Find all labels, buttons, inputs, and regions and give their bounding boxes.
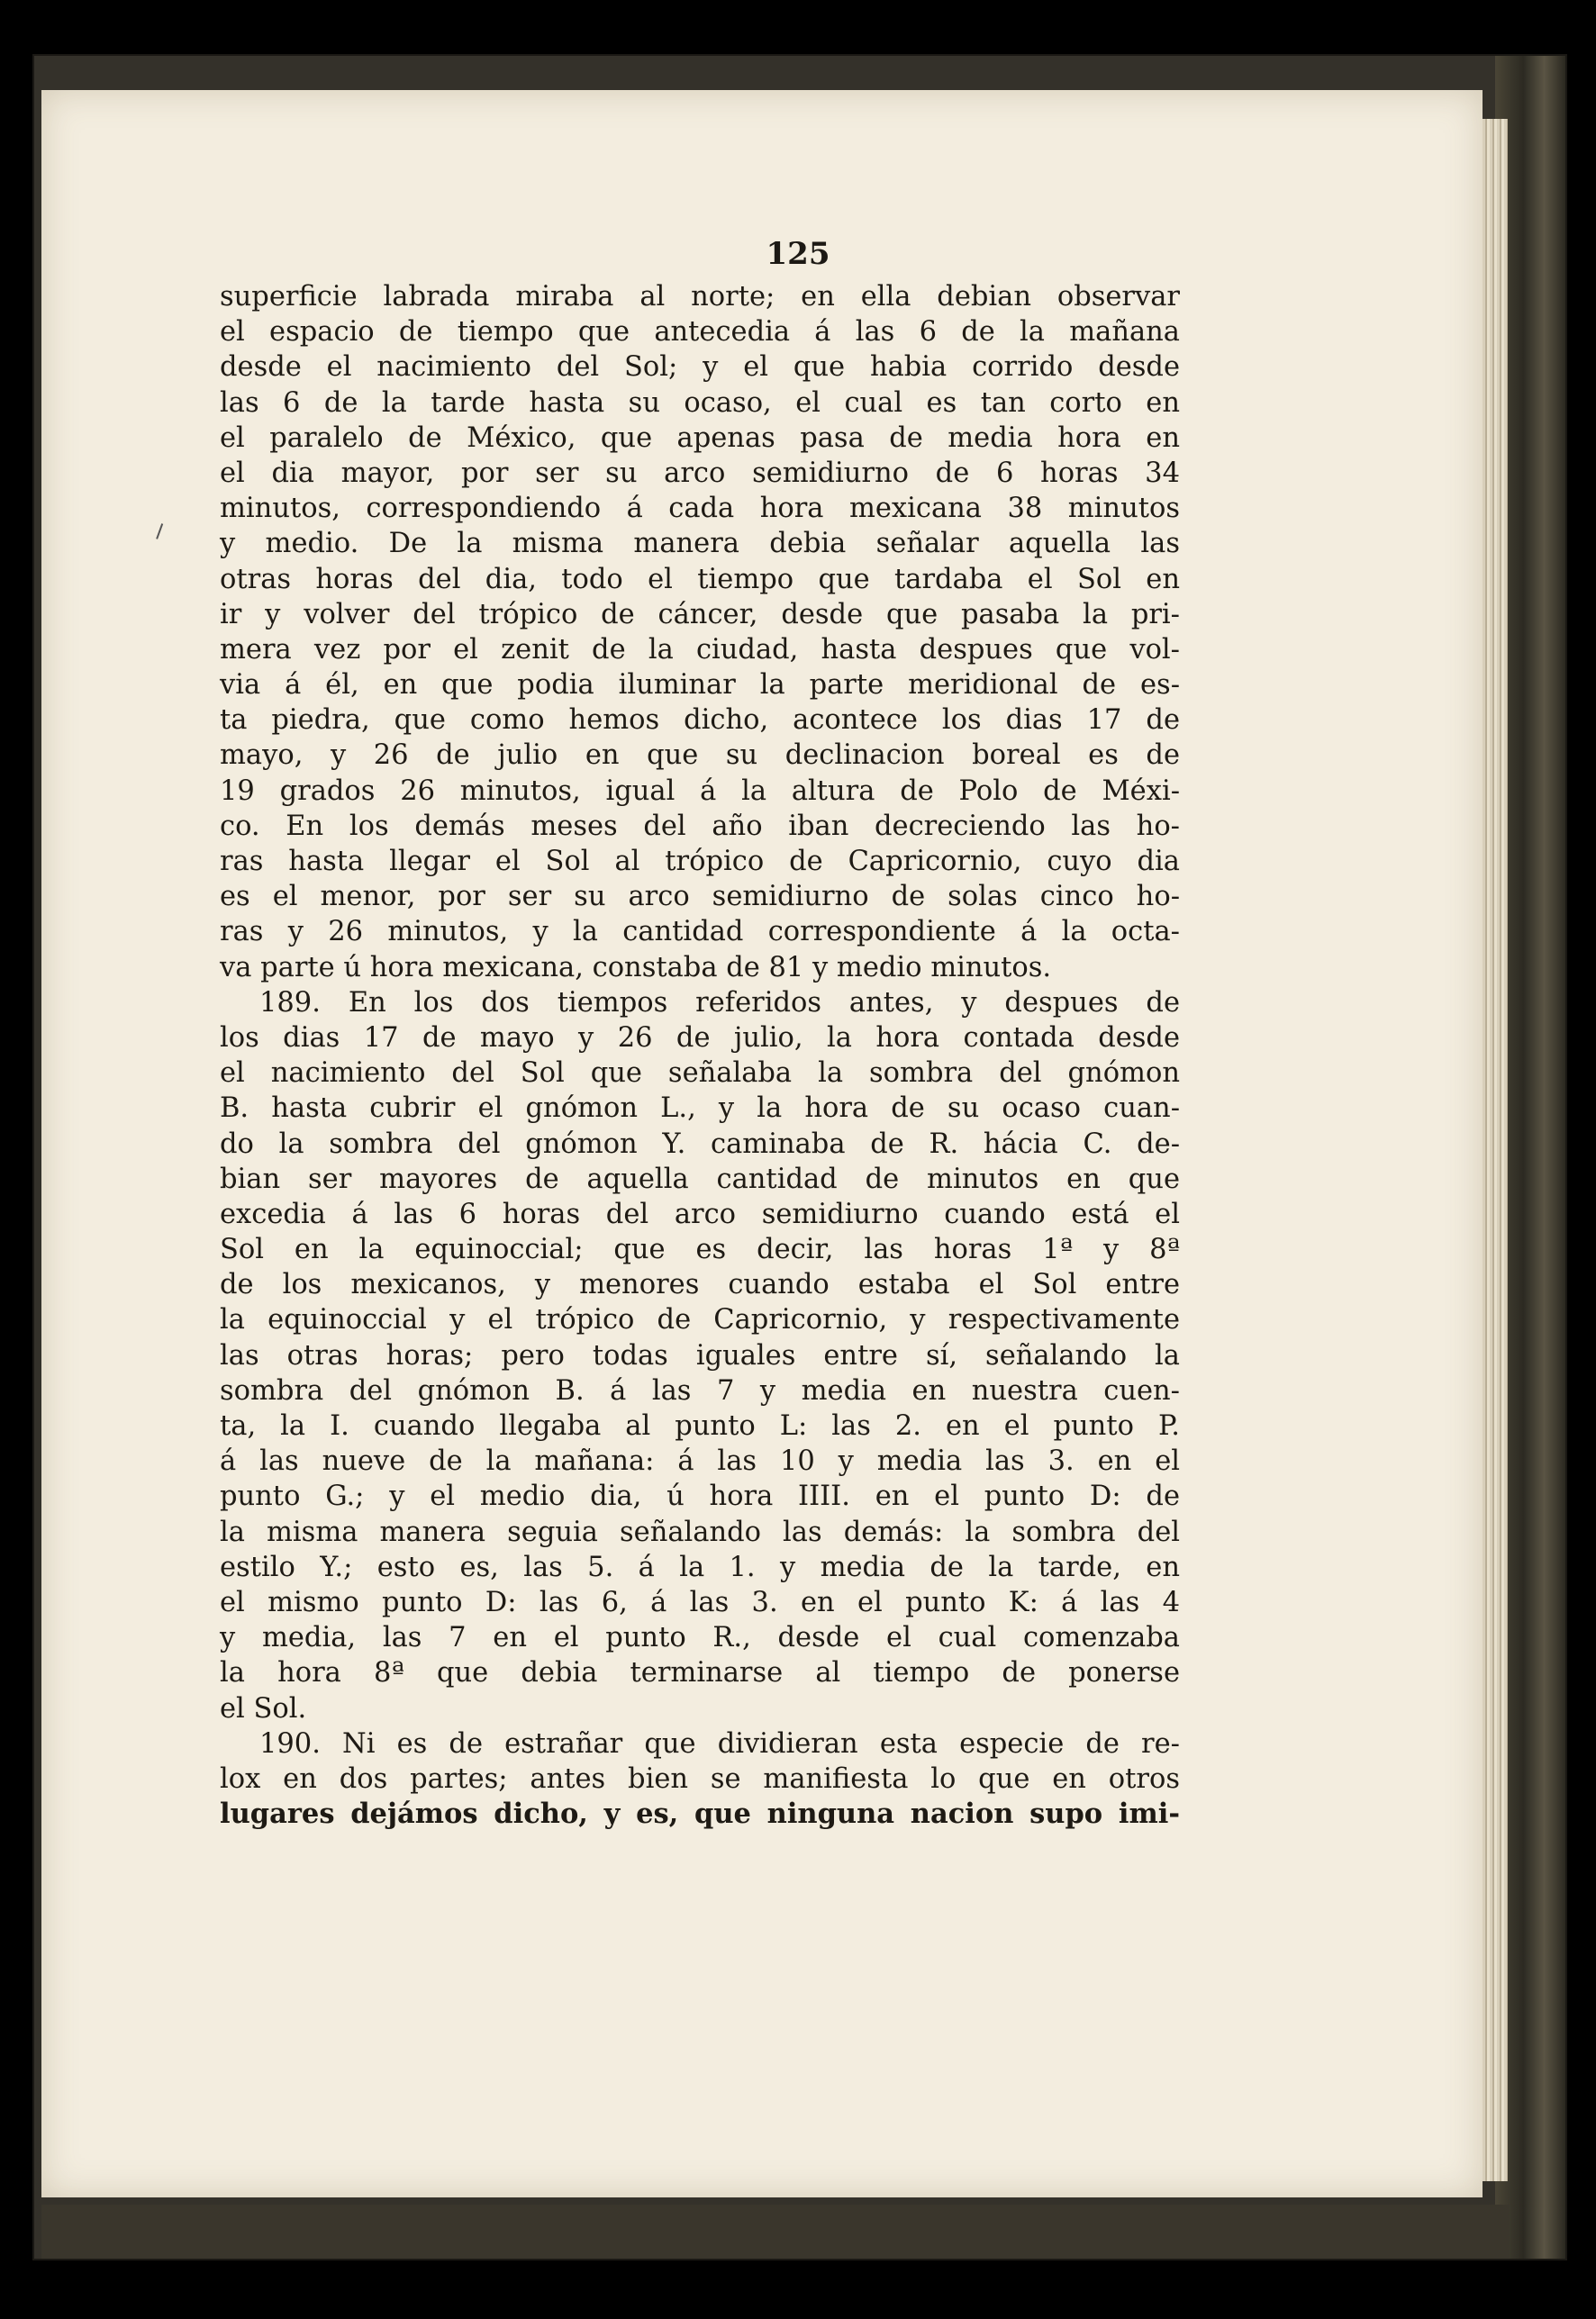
text-line: via á él, en que podia iluminar la parte meridional de es- <box>220 669 1180 702</box>
text-line: ras y 26 minutos, y la cantidad correspondiente á la octa- <box>220 916 1180 948</box>
page-text <box>220 279 1180 1832</box>
text-line: el dia mayor, por ser su arco semidiurno de 6 horas 34 <box>220 457 1180 489</box>
book-bottom-edge <box>41 2205 1510 2259</box>
text-line: ir y volver del trópico de cáncer, desde que pasaba la pri- <box>220 598 1180 630</box>
text-line: estilo Y.; esto es, las 5. á la 1. y media de la tarde, en <box>220 1551 1180 1583</box>
text-line: punto G.; y el medio dia, ú hora IIII. en el punto D: de <box>220 1481 1180 1513</box>
text-line: el espacio de tiempo que antecedia á las 6 de la mañana <box>220 316 1180 349</box>
paragraph-189-first-line: 189. En los dos tiempos referidos antes, y despues de <box>259 986 1180 1019</box>
text-line: ta, la I. cuando llegaba al punto L: las 2. en el punto P. <box>220 1410 1180 1442</box>
text-line: do la sombra del gnómon Y. caminaba de R. hácia C. de- <box>220 1128 1180 1160</box>
page-edges <box>1483 119 1508 2181</box>
text-line: ta piedra, que como hemos dicho, acontece los dias 17 de <box>220 704 1180 737</box>
text-line: y medio. De la misma manera debia señalar aquella las <box>220 528 1180 560</box>
text-line: otras horas del dia, todo el tiempo que tardaba el Sol en <box>220 563 1180 595</box>
text-line: excedia á las 6 horas del arco semidiurno cuando está el <box>220 1198 1180 1230</box>
page-number: 125 <box>766 236 830 272</box>
text-line: el paralelo de México, que apenas pasa de media hora en <box>220 421 1180 454</box>
text-line: la equinoccial y el trópico de Capricornio, y respectivamente <box>220 1304 1180 1336</box>
text-line: las otras horas; pero todas iguales entre sí, señalando la <box>220 1339 1180 1372</box>
text-line: co. En los demás meses del año iban decreciendo las ho- <box>220 810 1180 842</box>
text-line: á las nueve de la mañana: á las 10 y media las 3. en el <box>220 1445 1180 1478</box>
text-line: el nacimiento del Sol que señalaba la sombra del gnómon <box>220 1057 1180 1090</box>
text-line: B. hasta cubrir el gnómon L., y la hora de su ocaso cuan- <box>220 1092 1180 1125</box>
text-line: es el menor, por ser su arco semidiurno de solas cinco ho- <box>220 881 1180 913</box>
text-line: lox en dos partes; antes bien se manifiesta lo que en otros <box>220 1762 1180 1795</box>
text-line: y media, las 7 en el punto R., desde el cual comenzaba <box>220 1622 1180 1654</box>
text-line: la misma manera seguia señalando las demás: la sombra del <box>220 1516 1180 1548</box>
text-line: ras hasta llegar el Sol al trópico de Capricornio, cuyo dia <box>220 846 1180 877</box>
text-line: el Sol. <box>220 1692 307 1725</box>
text-line: desde el nacimiento del Sol; y el que habia corrido desde <box>220 351 1180 384</box>
text-line: de los mexicanos, y menores cuando estaba el Sol entre <box>220 1269 1180 1301</box>
text-line: lugares dejámos dicho, y es, que ninguna nacion supo imi- <box>220 1798 1180 1831</box>
text-line: mayo, y 26 de julio en que su declinacion boreal es de <box>220 739 1180 772</box>
text-line: los dias 17 de mayo y 26 de julio, la hora contada desde <box>220 1021 1180 1054</box>
text-line: el mismo punto D: las 6, á las 3. en el punto K: á las 4 <box>220 1586 1180 1618</box>
text-line: mera vez por el zenit de la ciudad, hasta despues que vol- <box>220 633 1180 666</box>
text-line: la hora 8ª que debia terminarse al tiempo de ponerse <box>220 1657 1180 1689</box>
text-line: las 6 de la tarde hasta su ocaso, el cual es tan corto en <box>220 386 1180 419</box>
text-line: sombra del gnómon B. á las 7 y media en nuestra cuen- <box>220 1374 1180 1407</box>
text-line: va parte ú hora mexicana, constaba de 81 y medio minutos. <box>220 951 1052 983</box>
text-line: 19 grados 26 minutos, igual á la altura de Polo de Méxi- <box>220 775 1180 807</box>
text-line: minutos, correspondiendo á cada hora mexicana 38 minutos <box>220 493 1180 525</box>
text-line: bian ser mayores de aquella cantidad de minutos en que <box>220 1163 1180 1195</box>
text-line: Sol en la equinoccial; que es decir, las horas 1ª y 8ª <box>220 1234 1180 1266</box>
paragraph-190-first-line: 190. Ni es de estrañar que dividieran esta especie de re- <box>259 1727 1180 1760</box>
text-line: superficie labrada miraba al norte; en ella debian observar <box>220 281 1180 313</box>
